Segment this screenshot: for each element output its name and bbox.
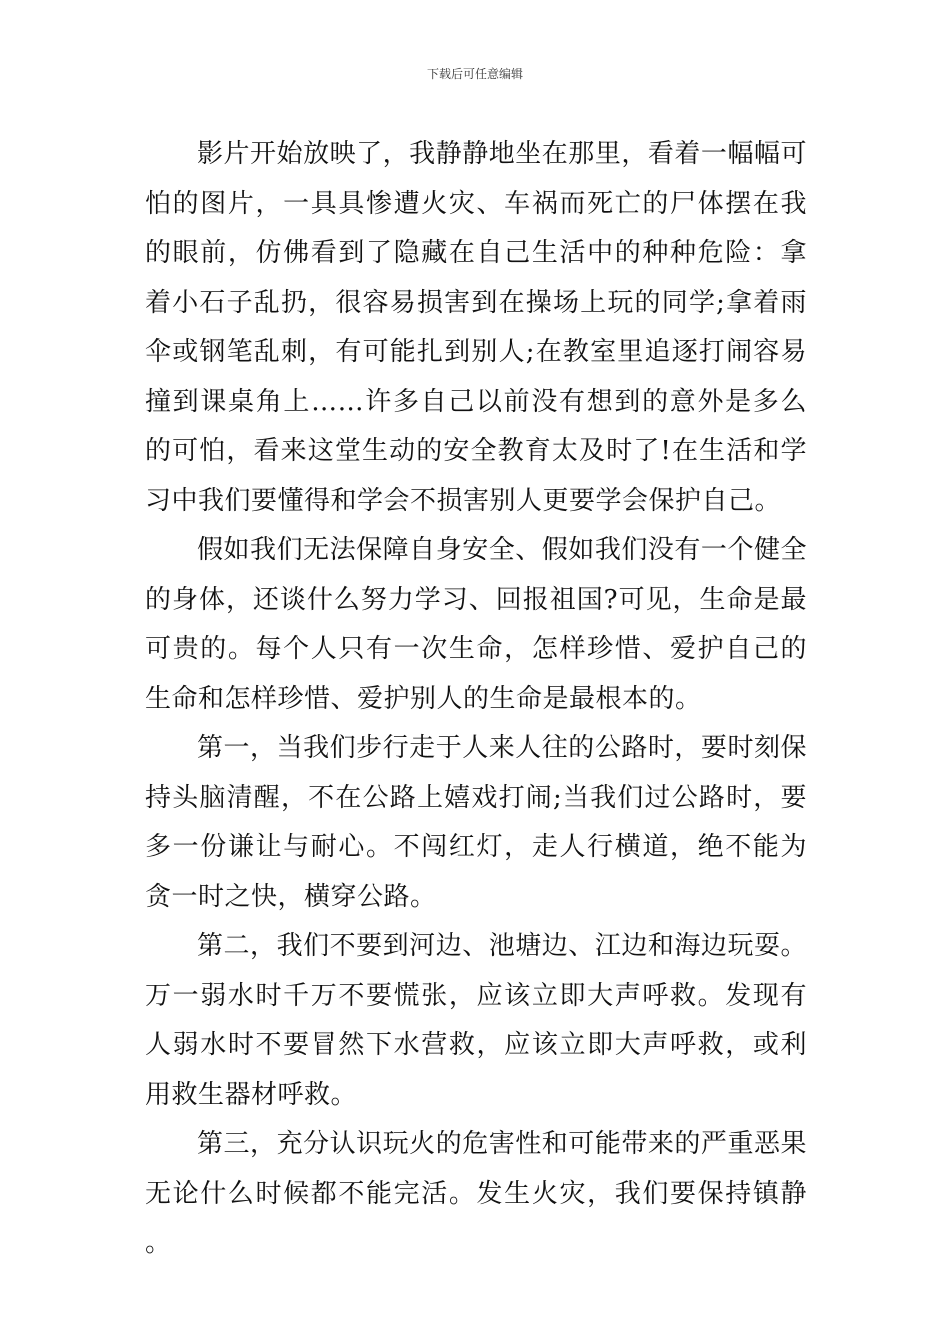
- page-header: 下载后可任意编辑: [426, 67, 523, 81]
- paragraph-2: 假如我们无法保障自身安全、假如我们没有一个健全的身体，还谈什么努力学习、回报祖国?可见，生命是最可贵的。每个人只有一次生命，怎样珍惜、爱护自己的生命和怎样珍惜、爱护别人的生命是最根本的。: [145, 535, 807, 714]
- paragraph-1: 影片开始放映了，我静静地坐在那里，看着一幅幅可怕的图片，一具具惨遭火灾、车祸而死亡的尸体摆在我的眼前，仿佛看到了隐藏在自己生活中的种种危险：拿着小石子乱扔，很容易损害到在操场上玩的同学;拿着雨伞或钢笔乱刺，有可能扎到别人;在教室里追逐打闹容易撞到课桌角上……许多自己以前没有想到的意外是多么的可怕，看来这堂生动的安全教育太及时了!在生活和学习中我们要懂得和学会不损害别人更要学会保护自己。: [145, 139, 807, 516]
- paragraph-3: 第一，当我们步行走于人来人往的公路时，要时刻保持头脑清醒，不在公路上嬉戏打闹;当我们过公路时，要多一份谦让与耐心。不闯红灯，走人行横道，绝不能为贪一时之快，横穿公路。: [145, 733, 807, 912]
- document-body: [145, 130, 807, 1269]
- paragraph-5: 第三，充分认识玩火的危害性和可能带来的严重恶果无论什么时候都不能完活。发生火灾，我们要保持镇静。: [145, 1129, 807, 1258]
- paragraph-4: 第二，我们不要到河边、池塘边、江边和海边玩耍。万一弱水时千万不要慌张，应该立即大声呼救。发现有人弱水时不要冒然下水营救，应该立即大声呼救，或利用救生器材呼救。: [145, 931, 807, 1110]
